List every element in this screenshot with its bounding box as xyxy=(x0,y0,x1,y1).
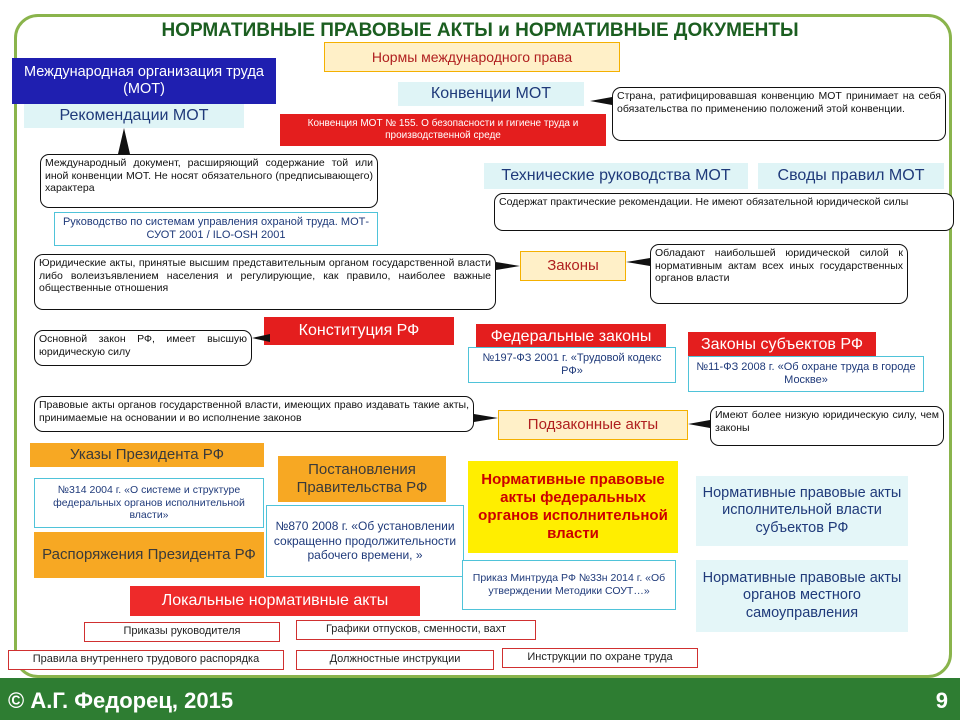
recommendation-note-text: Международный документ, расширяющий содержание той или иной конвенции МОТ. Не носят обязательного (предписывающего) характера xyxy=(45,157,373,195)
presidential-orders-box: Распоряжения Президента РФ xyxy=(34,532,264,578)
local-item: Инструкции по охране труда xyxy=(502,648,698,668)
resolution-ref: №870 2008 г. «Об установлении сокращенно продолжительности рабочего времени, » xyxy=(266,505,464,577)
tech-note xyxy=(494,193,954,231)
ministry-order-ref: Приказ Минтруда РФ №33н 2014 г. «Об утверждении Методики СОУТ…» xyxy=(462,560,676,610)
bylaws-note-right xyxy=(710,406,944,446)
page-number: 9 xyxy=(935,688,948,713)
international-norms-box: Нормы международного права xyxy=(324,42,620,72)
regional-law-ref: №11-ФЗ 2008 г. «Об охране труда в городе Москве» xyxy=(688,356,924,392)
constitution-box: Конституция РФ xyxy=(264,317,454,345)
bylaws-left-pointer xyxy=(474,414,498,422)
slide-title: НОРМАТИВНЫЕ ПРАВОВЫЕ АКТЫ и НОРМАТИВНЫЕ ДОКУМЕНТЫ xyxy=(161,20,799,41)
recommendation-note-pointer xyxy=(118,128,130,154)
tech-guides-box: Технические руководства МОТ xyxy=(484,163,748,189)
presidential-decrees-box: Указы Президента РФ xyxy=(30,443,264,467)
bylaws-right-pointer xyxy=(688,420,710,428)
regional-laws-box: Законы субъектов РФ xyxy=(688,332,876,358)
local-acts-box: Локальные нормативные акты xyxy=(130,586,420,616)
municipal-acts-box: Нормативные правовые акты органов местного самоуправления xyxy=(696,560,908,632)
laws-left-pointer xyxy=(496,262,520,270)
federal-exec-acts-box: Нормативные правовые акты федеральных органов исполнительной власти xyxy=(468,461,678,553)
tech-note-text: Содержат практические рекомендации. Не имеют обязательной юридической силы xyxy=(499,196,909,208)
convention-note-text: Страна, ратифицировавшая конвенцию МОТ принимает на себя обязательства по применению положений этой конвенции. xyxy=(617,90,941,115)
local-item: Графики отпусков, сменности, вахт xyxy=(296,620,536,640)
bylaws-note-right-text: Имеют более низкую юридическую силу, чем законы xyxy=(715,409,939,434)
footer-author: © А.Г. Федорец, 2015 xyxy=(8,688,234,713)
decree-ref: №314 2004 г. «О системе и структуре федеральных органов исполнительной власти» xyxy=(34,478,264,528)
laws-box: Законы xyxy=(520,251,626,281)
convention-note xyxy=(612,87,946,141)
convention-155-box: Конвенция МОТ № 155. О безопасности и гигиене труда и производственной среде xyxy=(280,114,606,146)
local-item: Должностные инструкции xyxy=(296,650,494,670)
codes-of-practice-box: Своды правил МОТ xyxy=(758,163,944,189)
laws-right-pointer xyxy=(626,258,650,266)
laws-note-left-text: Юридические акты, принятые высшим представительным органом государственной власти либо волеизъявлением населения и регулирующие, как правило, наиболее важные общественные отношения xyxy=(39,257,491,295)
bylaws-note-left-text: Правовые акты органов государственной власти, имеющих право издавать такие акты, принимаемые на основании и во исполнение законов xyxy=(39,399,469,424)
ilo-box: Международная организация труда (МОТ) xyxy=(12,58,276,104)
federal-law-ref: №197-ФЗ 2001 г. «Трудовой кодекс РФ» xyxy=(468,347,676,383)
gov-resolutions-box: Постановления Правительства РФ xyxy=(278,456,446,502)
local-item: Приказы руководителя xyxy=(84,622,280,642)
federal-laws-box: Федеральные законы xyxy=(476,324,666,350)
recommendation-note xyxy=(40,154,378,208)
constitution-note-text: Основной закон РФ, имеет высшую юридическую силу xyxy=(39,333,247,358)
bylaws-note-left xyxy=(34,396,474,432)
local-item: Правила внутреннего трудового распорядка xyxy=(8,650,284,670)
convention-note-pointer xyxy=(590,97,612,105)
laws-note-left xyxy=(34,254,496,310)
ilo-conventions-box: Конвенции МОТ xyxy=(398,82,584,106)
ilo-recommendations-box: Рекомендации МОТ xyxy=(24,104,244,128)
constitution-note xyxy=(34,330,252,366)
regional-exec-acts-box: Нормативные правовые акты исполнительной власти субъектов РФ xyxy=(696,476,908,546)
laws-note-right-text: Обладают наибольшей юридической силой к нормативным актам всех иных государственных органов власти xyxy=(655,247,903,285)
laws-note-right xyxy=(650,244,908,304)
constitution-note-pointer xyxy=(252,334,270,342)
osh-guide-ref: Руководство по системам управления охраной труда. МОТ-СУОТ 2001 / ILO-OSH 2001 xyxy=(54,212,378,246)
bylaws-box: Подзаконные акты xyxy=(498,410,688,440)
